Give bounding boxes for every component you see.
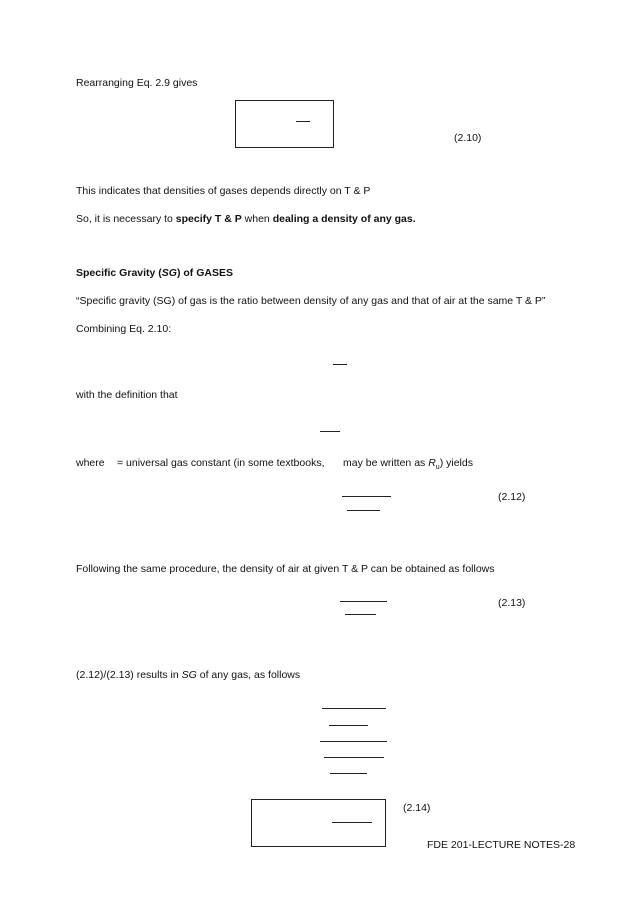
fraction-bar bbox=[320, 431, 340, 432]
page-footer: FDE 201-LECTURE NOTES-28 bbox=[427, 839, 576, 851]
equation-number-2-14: (2.14) bbox=[403, 802, 431, 814]
text-sg-definition: “Specific gravity (SG) of gas is the ratio between density of any gas and that of air at the same T & P” bbox=[76, 295, 546, 307]
text-where: where bbox=[76, 457, 105, 469]
equation-box-2-10 bbox=[235, 100, 334, 148]
equation-box-2-14 bbox=[251, 799, 386, 847]
fraction-bar bbox=[330, 773, 367, 774]
fraction-bar bbox=[340, 601, 387, 602]
equation-number-2-12: (2.12) bbox=[498, 491, 526, 503]
text-following: Following the same procedure, the density of air at given T & P can be obtained as follows bbox=[76, 563, 495, 575]
fraction-bar bbox=[347, 510, 380, 511]
fraction-bar bbox=[342, 496, 391, 497]
fraction-bar bbox=[329, 725, 368, 726]
fraction-bar bbox=[333, 364, 347, 365]
fraction-bar bbox=[332, 822, 372, 823]
text-where-def: = universal gas constant (in some textbooks, bbox=[117, 457, 325, 469]
fraction-bar bbox=[345, 614, 376, 615]
fraction-bar bbox=[320, 741, 387, 742]
equation-number-2-13: (2.13) bbox=[498, 597, 526, 609]
fraction-bar bbox=[324, 757, 384, 758]
text-where-ru: may be written as $R_u$) yields bbox=[343, 457, 473, 472]
text-indicates: This indicates that densities of gases depends directly on T & P bbox=[76, 185, 371, 197]
equation-number-2-10: (2.10) bbox=[454, 132, 482, 144]
text-combining: Combining Eq. 2.10: bbox=[76, 323, 172, 335]
section-heading-specific-gravity: Specific Gravity (SG) of GASES bbox=[76, 267, 233, 279]
fraction-bar bbox=[296, 121, 310, 122]
text-ratio: (2.12)/(2.13) results in SG of any gas, as follows bbox=[76, 669, 301, 681]
text-with-definition: with the definition that bbox=[76, 389, 178, 401]
text-necessary: So, it is necessary to specify T & P when dealing a density of any gas. bbox=[76, 213, 416, 225]
text-rearranging: Rearranging Eq. 2.9 gives bbox=[76, 77, 198, 89]
fraction-bar bbox=[322, 708, 386, 709]
